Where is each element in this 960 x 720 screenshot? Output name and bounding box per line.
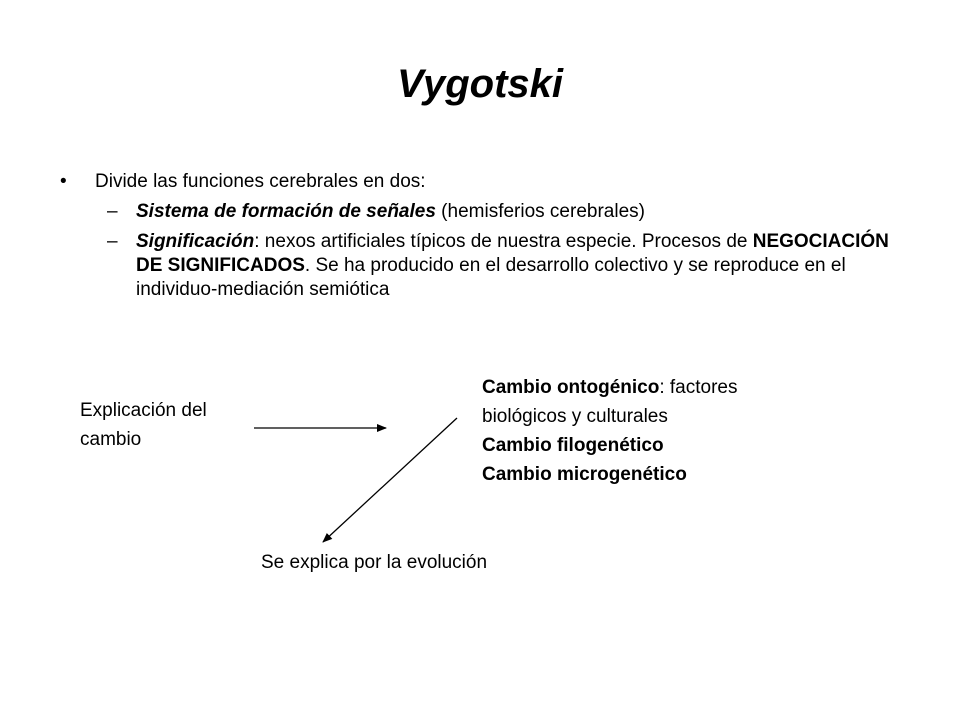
bullet-text: Divide las funciones cerebrales en dos: [95, 171, 426, 192]
cambio-microgenetico: Cambio microgenético [482, 464, 687, 485]
dash-marker: – [107, 201, 118, 222]
sub-item-text: : nexos artificiales típicos de nuestra especie. Procesos de [254, 231, 753, 252]
bullet-marker: • [60, 171, 67, 192]
dash-marker: – [107, 231, 118, 252]
explicacion-label: Explicación del cambio [80, 400, 207, 450]
evolucion-label: Se explica por la evolución [261, 552, 488, 573]
cambio-filogenetico: Cambio filogenético [482, 435, 664, 456]
sub-item-emphasis: NEGOCIACIÓN DE SIGNIFICADOS [136, 231, 889, 276]
cambio-ontogenico-bold: Cambio ontogénico [482, 377, 660, 398]
sub-item-bold: Significación [136, 231, 255, 252]
slide-title: Vygotski [397, 62, 563, 106]
sub-item-text-2: . Se ha producido en el desarrollo colectivo y se reproduce en el individuo-mediación semiótica [136, 255, 846, 300]
sub-item-text: (hemisferios cerebrales) [435, 201, 645, 222]
diagonal-arrow-icon [323, 418, 457, 542]
cambio-ontogenico-text: : factores biológicos y culturales [482, 377, 738, 427]
sub-item-bold: Sistema de formación de señales [136, 201, 436, 222]
